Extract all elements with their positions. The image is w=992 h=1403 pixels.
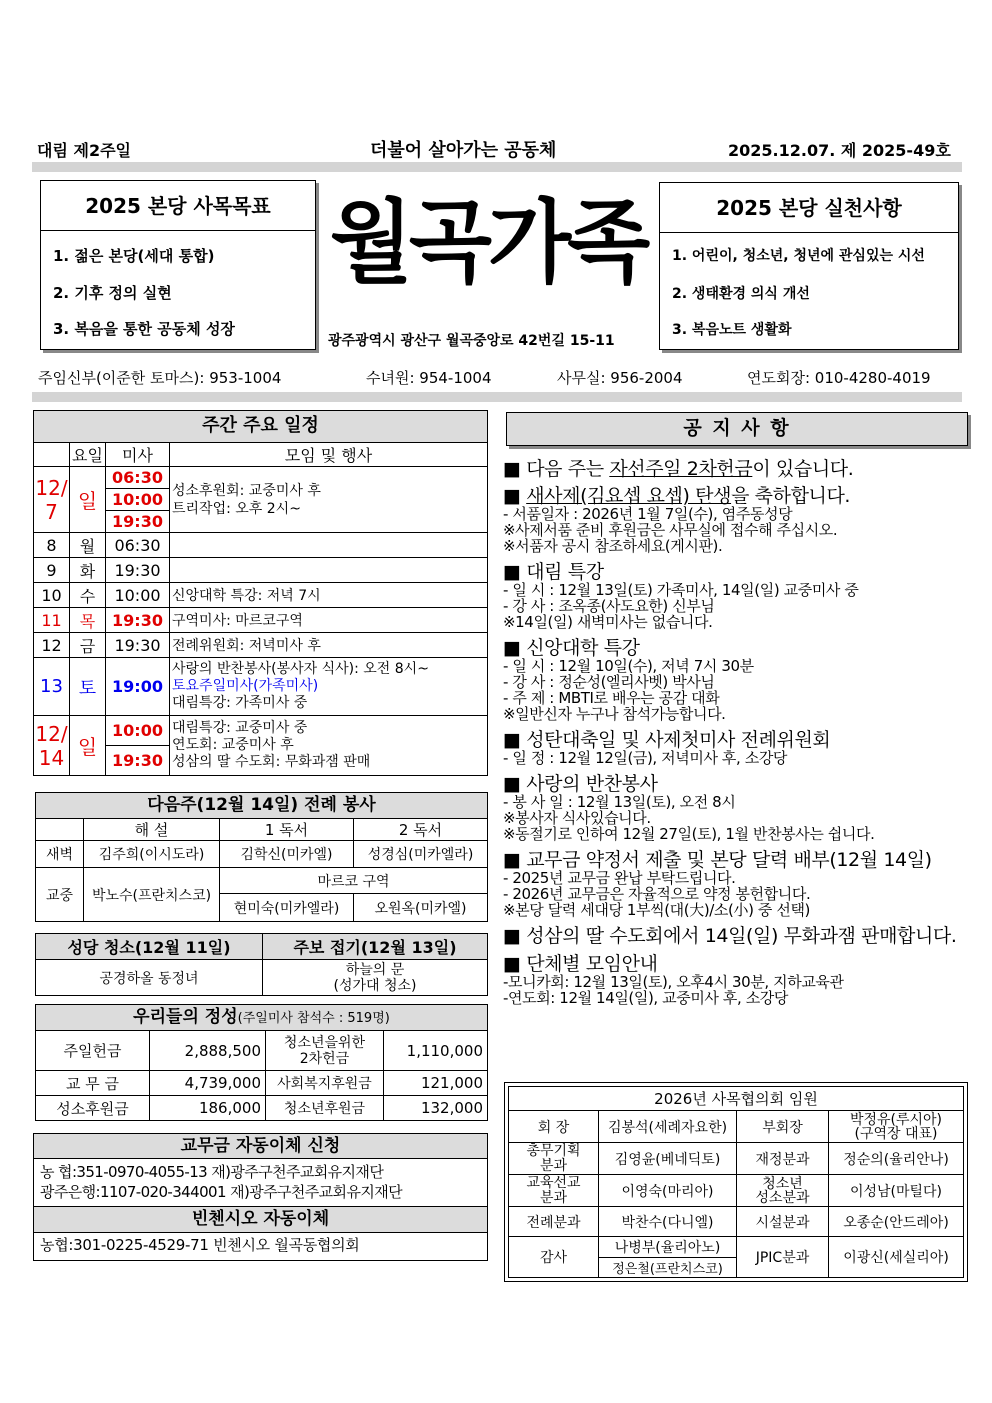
notice-line: - 강 사 : 정순성(엘리사벳) 박사님: [503, 673, 715, 691]
council-member: 박찬수(다니엘): [599, 1207, 737, 1237]
contact-president: 연도회장: 010-4280-4019: [747, 369, 931, 387]
schedule-mass: 10:00: [106, 489, 170, 511]
council-role: 교육선교 분과: [509, 1175, 599, 1207]
council-member: 김영윤(베네딕토): [599, 1143, 737, 1175]
council-role: 부회장: [737, 1111, 829, 1143]
cleaning-bulletin-section: [35, 933, 488, 996]
notice-heading: [503, 926, 973, 946]
practice-item-2: 2. 생태환경 의식 개선: [672, 286, 810, 302]
schedule-event: [170, 533, 488, 558]
schedule-event: 연도회: 교중미사 후: [172, 737, 294, 753]
council-role: 총무기획 분과: [509, 1143, 599, 1175]
schedule-event: 성삼의 딸 수도회: 무화과잼 판매: [172, 754, 371, 770]
notice-heading: [503, 730, 973, 750]
council-role: JPIC분과: [737, 1237, 829, 1278]
practice-title: 2025 본당 실천사항: [660, 183, 958, 233]
council-member: 박정유(루시아) (구역장 대표): [829, 1111, 964, 1143]
liturgy-dawn-label: 새벽: [36, 841, 84, 868]
parish-address: 광주광역시 광산구 월곡중앙로 42번길 15-11: [328, 333, 615, 349]
liturgy-main-label: 교중: [36, 868, 84, 922]
notice-heading: [503, 774, 973, 794]
notice-heading: [503, 459, 973, 479]
schedule-day: 수: [70, 583, 106, 608]
schedule-mass: 10:00: [106, 716, 170, 746]
notice-line: - 주 제 : MBTI로 배우는 공감 대화: [503, 689, 720, 707]
autopay-section: [33, 1133, 488, 1261]
cleaning-title: 성당 청소(12월 11일): [36, 934, 263, 960]
offerings-table: [35, 1030, 488, 1121]
schedule-day: 목: [70, 608, 106, 633]
offering-label: 사회복지후원금: [266, 1071, 384, 1096]
schedule-day: 일: [70, 716, 106, 776]
goals-title: 2025 본당 사목목표: [41, 181, 315, 231]
notice-line: - 봉 사 일 : 12월 13일(토), 오전 8시: [503, 793, 736, 811]
liturgy-section: [35, 792, 488, 922]
notice-bullet-icon: ■: [503, 729, 527, 751]
goal-item-3: 3. 복음을 통한 공동체 성장: [53, 320, 235, 338]
council-role: 감사: [509, 1237, 599, 1278]
offerings-attendance: (주일미사 참석수 : 519명): [237, 1011, 390, 1026]
schedule-mass: 19:30: [106, 608, 170, 633]
notice-line: ※봉사자 식사있습니다.: [503, 809, 651, 827]
notice-line: - 2025년 교무금 완납 부탁드립니다.: [503, 869, 736, 887]
issue-date: 2025.12.07. 제 2025-49호: [728, 141, 951, 160]
council-section: [504, 1082, 968, 1282]
autopay-title: 교무금 자동이체 신청: [33, 1133, 488, 1159]
notice-line: - 일 정 : 12월 12일(금), 저녁미사 후, 소강당: [503, 749, 787, 767]
offering-label: 성소후원금: [36, 1096, 150, 1121]
cleaning-value: 공경하올 동정녀: [36, 960, 263, 996]
schedule-day: 화: [70, 558, 106, 583]
schedule-events: [170, 658, 488, 716]
schedule-header-events: 모임 및 행사: [170, 443, 488, 467]
offering-amount: 121,000: [384, 1071, 488, 1096]
notice-text: 교무금 약정서 제출 및 본당 달력 배부(12월 14일): [526, 849, 932, 871]
schedule-mass: 06:30: [106, 467, 170, 489]
liturgy-main-reading2: 오원옥(미카엘): [354, 894, 488, 922]
contacts-divider: [32, 392, 962, 402]
schedule-event: 트리작업: 오후 2시~: [172, 500, 301, 517]
schedule-event: 대림특강: 가족미사 중: [172, 695, 308, 711]
offering-amount: 132,000: [384, 1096, 488, 1121]
council-table: [508, 1086, 964, 1278]
offerings-header: [35, 1004, 488, 1030]
schedule-event: 토요주일미사(가족미사): [172, 678, 319, 694]
notice-heading: [503, 850, 973, 870]
notice-heading: [503, 562, 973, 582]
schedule-event: [170, 558, 488, 583]
schedule-section: [33, 410, 488, 776]
council-member: 김봉석(세례자요한): [599, 1111, 737, 1143]
notice-line: - 강 사 : 조옥종(사도요한) 신부님: [503, 597, 715, 615]
notice-line: -연도회: 12월 14일(일), 교중미사 후, 소강당: [503, 989, 788, 1007]
practice-item-3: 3. 복음노트 생활화: [672, 322, 792, 338]
council-role: 전례분과: [509, 1207, 599, 1237]
schedule-mass: 19:30: [106, 558, 170, 583]
council-member: 정순의(율리안나): [829, 1143, 964, 1175]
notice-text-underlined: 새사제(김요셉 요셉) 탄생: [526, 485, 732, 507]
schedule-mass: 19:00: [106, 658, 170, 716]
notice-text: 대림 특강: [526, 561, 604, 583]
vincent-account: 농협:301-0225-4529-71 빈첸시오 월곡동협의회: [33, 1233, 488, 1261]
contact-nuns: 수녀원: 954-1004: [366, 369, 492, 387]
notice-bullet-icon: ■: [503, 485, 527, 507]
schedule-event: 사랑의 반찬봉사(봉사자 식사): 오전 8시~: [172, 661, 429, 677]
schedule-events: [170, 467, 488, 533]
notice-line: ※동절기로 인하여 12월 27일(토), 1월 반찬봉사는 쉽니다.: [503, 825, 875, 843]
notice-heading: [503, 954, 973, 974]
schedule-title: 주간 주요 일정: [33, 410, 488, 442]
schedule-day: 월: [70, 533, 106, 558]
schedule-date: 12/ 14: [34, 716, 70, 776]
liturgy-header-commentary: 해 설: [84, 819, 220, 841]
offering-label: 청소년후원금: [266, 1096, 384, 1121]
council-member: 이영숙(마리아): [599, 1175, 737, 1207]
notice-text: 성탄대축일 및 사제첫미사 전례위원회: [526, 729, 831, 751]
notice-bullet-icon: ■: [503, 561, 527, 583]
goals-box: [40, 180, 316, 350]
autopay-account: 농 협:351-0970-4055-13 재)광주구천주교회유지재단: [40, 1163, 384, 1181]
notice-text: 을 축하합니다.: [731, 485, 851, 507]
notices-title: 공 지 사 항: [506, 412, 968, 446]
schedule-mass: 10:00: [106, 583, 170, 608]
notice-line: ※14일(일) 새벽미사는 없습니다.: [503, 613, 713, 631]
notice-bullet-icon: ■: [503, 953, 527, 975]
liturgy-table: [35, 818, 488, 922]
notice-bullet-icon: ■: [503, 458, 527, 480]
liturgy-header-reading2: 2 독서: [354, 819, 488, 841]
notice-line: ※사제서품 준비 후원금은 사무실에 접수해 주십시오.: [503, 521, 838, 539]
notice-text: 성삼의 딸 수도회에서 14일(일) 무화과잼 판매합니다.: [526, 925, 957, 947]
offerings-section: [35, 1004, 488, 1121]
notice-bullet-icon: ■: [503, 849, 527, 871]
notice-line: - 서품일자 : 2026년 1월 7일(수), 염주동성당: [503, 505, 793, 523]
schedule-table: [33, 442, 488, 776]
schedule-header-day: 요일: [70, 443, 106, 467]
notice-line: - 일 시 : 12월 10일(수), 저녁 7시 30분: [503, 657, 754, 675]
schedule-event: 대림특강: 교중미사 중: [172, 720, 308, 736]
council-role: 재정분과: [737, 1143, 829, 1175]
schedule-date: 11: [34, 608, 70, 633]
schedule-mass: 19:30: [106, 633, 170, 658]
bulletin-value: [263, 960, 488, 996]
week-label: 대림 제2주일: [37, 141, 131, 160]
offering-amount: 186,000: [150, 1096, 266, 1121]
bulletin-value-line: (성가대 청소): [333, 977, 417, 994]
notice-bullet-icon: ■: [503, 925, 527, 947]
liturgy-title: 다음주(12월 14일) 전례 봉사: [35, 792, 488, 818]
vincent-title: 빈첸시오 자동이체: [33, 1207, 488, 1233]
notice-line: - 일 시 : 12월 13일(토) 가족미사, 14일(일) 교중미사 중: [503, 581, 859, 599]
council-member: 나병부(율리아노): [599, 1237, 737, 1258]
bulletin-value-line: 하늘의 문: [345, 961, 405, 978]
council-role: 청소년 성소분과: [737, 1175, 829, 1207]
offerings-title: 우리들의 정성: [133, 1007, 238, 1027]
council-member: 오종순(안드레아): [829, 1207, 964, 1237]
schedule-header-mass: 미사: [106, 443, 170, 467]
liturgy-dawn-reading1: 김학신(미카엘): [220, 841, 354, 868]
goal-item-1: 1. 젊은 본당(세대 통합): [53, 247, 215, 265]
liturgy-dawn-commentary: 김주희(이시도라): [84, 841, 220, 868]
schedule-date: 13: [34, 658, 70, 716]
schedule-mass: 06:30: [106, 533, 170, 558]
notice-line: ※일반신자 누구나 참석가능합니다.: [503, 705, 726, 723]
offering-amount: 1,110,000: [384, 1031, 488, 1071]
schedule-event: 신앙대학 특강: 저녁 7시: [170, 583, 488, 608]
offering-label: 교 무 금: [36, 1071, 150, 1096]
goal-item-2: 2. 기후 정의 실현: [53, 284, 172, 302]
notice-text: 이 있습니다.: [752, 458, 854, 480]
council-role: 회 장: [509, 1111, 599, 1143]
schedule-date: 12: [34, 633, 70, 658]
notice-text: 신앙대학 특강: [526, 637, 640, 659]
schedule-date: 12/ 7: [34, 467, 70, 533]
masthead-title: 월곡가족: [329, 189, 647, 296]
liturgy-header-reading1: 1 독서: [220, 819, 354, 841]
schedule-events: [170, 716, 488, 776]
schedule-event: 전례위원회: 저녁미사 후: [170, 633, 488, 658]
practice-box: [659, 182, 959, 350]
notice-line: -모니카회: 12월 13일(토), 오후4시 30분, 지하교육관: [503, 973, 844, 991]
notice-bullet-icon: ■: [503, 637, 527, 659]
schedule-date: 8: [34, 533, 70, 558]
council-member: 이성남(마틸다): [829, 1175, 964, 1207]
council-member: 이광신(세실리아): [829, 1237, 964, 1278]
cleaning-bulletin-table: [35, 933, 488, 996]
liturgy-main-reading1: 현미숙(미카엘라): [220, 894, 354, 922]
notice-text: 다음 주는: [526, 458, 610, 480]
schedule-mass: 19:30: [106, 511, 170, 533]
notice-heading: [503, 486, 973, 506]
council-member: 정은철(프란치스코): [599, 1258, 737, 1278]
offering-amount: 4,739,000: [150, 1071, 266, 1096]
contact-pastor: 주임신부(이준한 토마스): 953-1004: [38, 369, 282, 387]
practice-item-1: 1. 어린이, 청소년, 청년에 관심있는 시선: [672, 248, 925, 264]
offering-amount: 2,888,500: [150, 1031, 266, 1071]
schedule-event: 구역미사: 마르코구역: [170, 608, 488, 633]
schedule-event: 성소후원회: 교중미사 후: [172, 482, 321, 499]
offering-label: 주일헌금: [36, 1031, 150, 1071]
schedule-day: 일: [70, 467, 106, 533]
schedule-mass: 19:30: [106, 746, 170, 776]
council-role: 시설분과: [737, 1207, 829, 1237]
notice-text: 사랑의 반찬봉사: [526, 773, 658, 795]
notice-line: - 2026년 교무금은 자율적으로 약정 봉헌합니다.: [503, 885, 811, 903]
notice-text-underlined: 자선주일 2차헌금: [609, 458, 753, 480]
offering-label: 청소년을위한 2차헌금: [266, 1031, 384, 1071]
notice-text: 단체별 모임안내: [526, 953, 658, 975]
notices-list: [503, 459, 973, 1006]
schedule-day: 금: [70, 633, 106, 658]
liturgy-main-commentary: 박노수(프란치스코): [84, 868, 220, 922]
notice-line: ※본당 달력 세대당 1부씩(대(大)/소(小) 중 선택): [503, 901, 810, 919]
liturgy-main-group: 마르코 구역: [220, 868, 488, 894]
schedule-day: 토: [70, 658, 106, 716]
liturgy-dawn-reading2: 성경심(미카엘라): [354, 841, 488, 868]
notice-bullet-icon: ■: [503, 773, 527, 795]
contact-office: 사무실: 956-2004: [557, 369, 683, 387]
schedule-date: 9: [34, 558, 70, 583]
notice-line: ※서품자 공시 참조하세요(게시판).: [503, 537, 723, 555]
bulletin-title: 주보 접기(12월 13일): [263, 934, 488, 960]
council-title: 2026년 사목협의회 임원: [509, 1087, 964, 1111]
autopay-accounts: [33, 1159, 488, 1207]
notice-heading: [503, 638, 973, 658]
motto: 더불어 살아가는 공동체: [370, 140, 557, 161]
schedule-date: 10: [34, 583, 70, 608]
autopay-account: 광주은행:1107-020-344001 재)광주구천주교회유지재단: [40, 1183, 403, 1201]
